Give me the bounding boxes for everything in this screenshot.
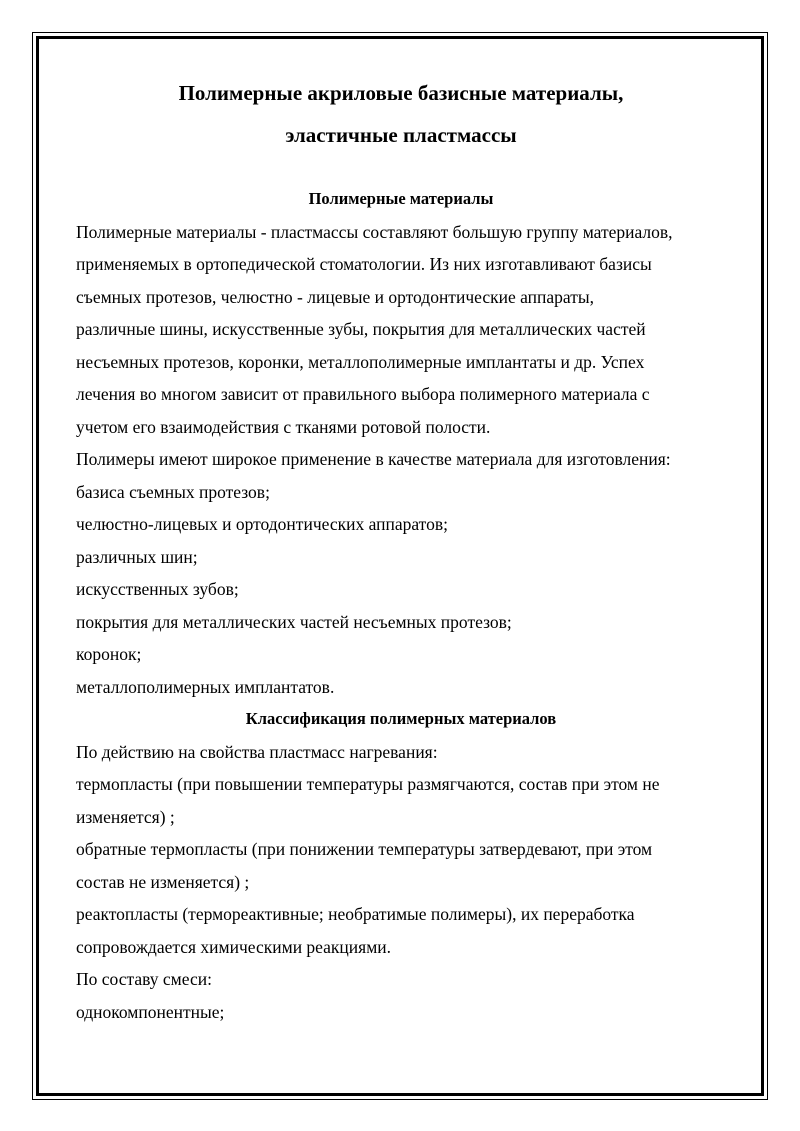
- list-item: металлополимерных имплантатов.: [76, 676, 335, 697]
- list-item: изменяется) ;: [76, 806, 175, 827]
- text-line: лечения во многом зависит от правильного выбора полимерного материала с: [76, 384, 650, 404]
- list-item: базиса съемных протезов;: [76, 481, 270, 502]
- list-item: реактопласты (термореактивные; необратимые полимеры), их переработка: [76, 904, 635, 924]
- text-line: съемных протезов, челюстно - лицевые и ортодонтические аппараты,: [76, 286, 594, 307]
- list-item: состав не изменяется) ;: [76, 871, 250, 892]
- title-line-1: Полимерные акриловые базисные материалы,: [178, 81, 624, 105]
- section-heading-polymer-materials: Полимерные материалы: [308, 189, 494, 208]
- list-item: покрытия для металлических частей несъемных протезов;: [76, 611, 512, 632]
- text-line: По составу смеси:: [76, 969, 212, 989]
- text-line: Полимерные материалы - пластмассы составляют большую группу материалов,: [76, 221, 673, 242]
- list-item: челюстно-лицевых и ортодонтических аппаратов;: [76, 514, 448, 534]
- text-line: различные шины, искусственные зубы, покрытия для металлических частей: [76, 319, 646, 339]
- section-polymer-materials-text: [76, 216, 726, 704]
- text-line: несъемных протезов, коронки, металлополимерные имплантаты и др. Успех: [76, 351, 645, 372]
- list-item: различных шин;: [76, 546, 198, 567]
- text-line: По действию на свойства пластмасс нагревания:: [76, 741, 438, 762]
- title-spacer: [76, 156, 726, 183]
- list-item: термопласты (при повышении температуры размягчаются, состав при этом не: [76, 774, 660, 794]
- title-line-2: эластичные пластмассы: [285, 123, 517, 147]
- text-line: учетом его взаимодействия с тканями ротовой полости.: [76, 416, 491, 437]
- section-heading-classification: Классификация полимерных материалов: [245, 709, 557, 728]
- section-classification-text: [76, 736, 726, 1029]
- list-item: сопровождается химическими реакциями.: [76, 936, 392, 957]
- list-item: обратные термопласты (при понижении температуры затвердевают, при этом: [76, 839, 653, 859]
- document-title: [76, 72, 726, 156]
- text-line: применяемых в ортопедической стоматологии. Из них изготавливают базисы: [76, 254, 652, 274]
- list-item: однокомпонентные;: [76, 1001, 225, 1022]
- list-item: искусственных зубов;: [76, 579, 239, 599]
- text-line: Полимеры имеют широкое применение в качестве материала для изготовления:: [76, 449, 671, 469]
- document-body: [76, 72, 726, 1028]
- list-item: коронок;: [76, 644, 142, 664]
